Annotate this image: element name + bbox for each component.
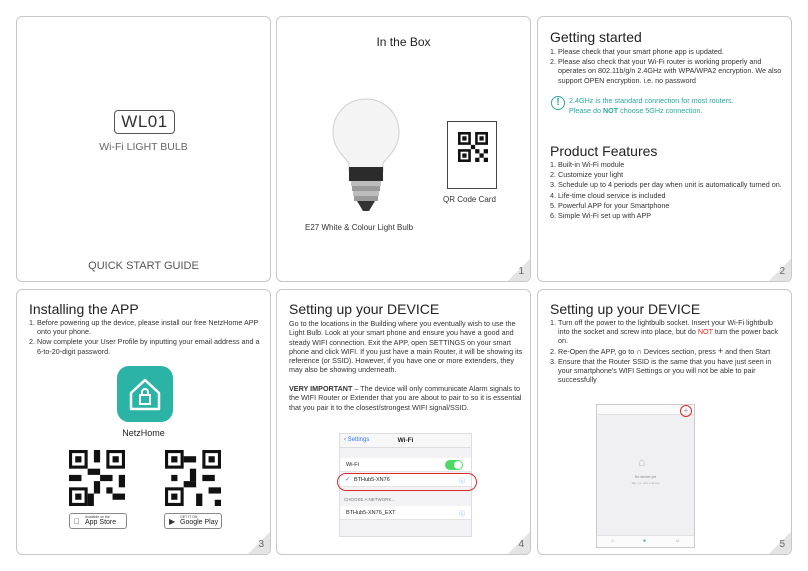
qr-code-card bbox=[447, 121, 497, 189]
alert-text bbox=[569, 96, 784, 115]
list-item: 2. Re-Open the APP, go to ∩ Devices section, press + and then Start bbox=[550, 345, 771, 356]
nav-home-icon[interactable]: ⌂ bbox=[611, 538, 615, 544]
wifi-label: Wi-Fi bbox=[346, 462, 359, 468]
page-number-text: 3 bbox=[258, 539, 264, 550]
installing-app-panel bbox=[16, 289, 271, 555]
setting-device-panel-a bbox=[276, 289, 531, 555]
product-features-list bbox=[550, 160, 785, 221]
page-number bbox=[769, 259, 791, 281]
list-item: 2. Please also check that your Wi-Fi router is working properly and operates on 802.11b/g/n 2.4GHz with WPA/WPA2 encryption. We also support OPEN encryption. i.e. no password bbox=[550, 57, 782, 85]
installing-app-title: Installing the APP bbox=[29, 301, 139, 317]
back-label: Settings bbox=[347, 437, 370, 443]
bottom-nav bbox=[597, 535, 694, 547]
setting-device-title: Setting up your DEVICE bbox=[289, 301, 440, 317]
list-item: 2. Customize your light bbox=[550, 170, 624, 180]
list-item-text: Built-in Wi-Fi module bbox=[558, 160, 625, 169]
warning-emphasis: NOT bbox=[697, 327, 713, 337]
model-badge: WL01 bbox=[114, 110, 175, 134]
google-play-badge[interactable] bbox=[164, 513, 222, 529]
getting-started-title: Getting started bbox=[550, 29, 642, 45]
list-item: 3. Ensure that the Router SSID is the same that you have just seen in your smartphone's WIFI Settings or you will not be able to pair successfully bbox=[550, 356, 772, 385]
add-device-plus-icon[interactable]: + bbox=[680, 405, 692, 417]
list-item: 1. Please check that your smart phone app is updated. bbox=[550, 47, 724, 56]
alert-line bbox=[569, 106, 784, 116]
nav-profile-icon[interactable]: ☺ bbox=[675, 538, 681, 544]
checkmark-icon: ✓ bbox=[345, 477, 351, 483]
badge-big-text: Google Play bbox=[180, 519, 219, 526]
alert-line: 2.4GHz is the standard connection for most routers. bbox=[569, 96, 734, 105]
page-number-text: 1 bbox=[518, 266, 524, 277]
list-item: 1. Turn off the power to the lightbulb socket. Insert your Wi-Fi lightbulb into the socket and screw into place, but do NOT turn the power back on. bbox=[550, 318, 779, 346]
plus-icon: + bbox=[717, 345, 724, 356]
appstore-qr-code-icon bbox=[69, 450, 125, 506]
list-item: 2. Now complete your User Profile by inputting your email address and a 6-to-20-digit password. bbox=[29, 337, 260, 356]
light-bulb-illustration bbox=[331, 97, 401, 215]
cover-panel bbox=[16, 16, 271, 282]
list-item-text: Please check that your smart phone app is updated. bbox=[558, 47, 724, 56]
page-number bbox=[508, 259, 530, 281]
guide-title: QUICK START GUIDE bbox=[88, 260, 199, 272]
installing-app-list bbox=[29, 318, 264, 357]
app-name: NetzHome bbox=[122, 428, 165, 438]
list-item: 1. Built-in Wi-Fi module bbox=[550, 160, 625, 169]
list-item-text: Ensure that the Router SSID is the same that you have just seen in your smartphone's WIFI Settings or you will not be able to pair successfully bbox=[558, 356, 772, 385]
page-number-text: 2 bbox=[779, 266, 785, 277]
alert-icon: ! bbox=[551, 96, 565, 110]
house-icon: ⌂ bbox=[638, 455, 646, 469]
important-paragraph bbox=[289, 384, 525, 412]
info-icon[interactable]: ⓘ bbox=[458, 512, 465, 518]
list-item: 5. Powerful APP for your Smartphone bbox=[550, 200, 670, 210]
alert-text-part: choose 5GHz connection. bbox=[618, 105, 703, 115]
list-item-text: and then Start bbox=[723, 346, 771, 356]
setting-device-list bbox=[550, 318, 786, 385]
setting-device-title: Setting up your DEVICE bbox=[550, 301, 701, 317]
list-item-text: Before powering up the device, please install our free NetzHome APP onto your phone. bbox=[37, 318, 259, 337]
list-item-text: turn the power back on. bbox=[558, 327, 779, 346]
product-subtitle: Wi-Fi LIGHT BULB bbox=[99, 141, 188, 153]
getting-started-panel bbox=[537, 16, 792, 282]
in-the-box-title: In the Box bbox=[376, 35, 431, 49]
list-item: 4. Life-time cloud service is included bbox=[550, 190, 666, 200]
list-item: 6. Simple Wi-Fi set up with APP bbox=[550, 211, 652, 221]
badge-small-text: GET IT ON bbox=[180, 515, 198, 519]
qr-card-label: QR Code Card bbox=[443, 195, 496, 204]
wifi-toggle-row[interactable] bbox=[340, 458, 471, 472]
page-number-text: 5 bbox=[779, 539, 785, 550]
netzhome-app-icon bbox=[117, 366, 173, 422]
network-section-label: CHOOSE A NETWORK... bbox=[344, 497, 396, 502]
setting-device-panel-b bbox=[537, 289, 792, 555]
badge-big-text: App Store bbox=[85, 519, 117, 526]
list-item-text: Now complete your User Profile by inputting your email address and a 6-to-20-digit password. bbox=[37, 337, 260, 356]
list-item-text: Devices section, press bbox=[641, 346, 718, 356]
no-device-text: No device yet bbox=[634, 475, 657, 479]
alert-emphasis: NOT bbox=[602, 105, 619, 115]
list-item-text: Customize your light bbox=[558, 170, 624, 180]
back-link[interactable]: ‹ Settings bbox=[344, 437, 370, 443]
list-item-text: Schedule up to 4 periods per day when unit is automatically turned on. bbox=[558, 180, 782, 190]
wifi-screen-title: Wi-Fi bbox=[397, 437, 414, 444]
list-item: 1. Before powering up the device, please install our free NetzHome APP onto your phone. bbox=[29, 318, 259, 337]
googleplay-qr-code-icon bbox=[165, 450, 221, 506]
important-label: VERY IMPORTANT bbox=[289, 384, 353, 393]
setting-device-paragraph: Go to the locations in the Building where you eventually wish to use the Light Bulb. Look at your smart phone and ensure you have a good and steady WIFI connection. Exit the APP, open SETTINGS on your smart phone and click WIFI. If you just have a main Router, it will be showing its reference (or SSID). However, if you have one or more extenders, they may also be showing underneath. bbox=[289, 319, 523, 375]
list-item-text: Simple Wi-Fi set up with APP bbox=[558, 211, 652, 221]
bulb-label: E27 White & Colour Light Bulb bbox=[305, 223, 414, 232]
list-item-text: Please also check that your Wi-Fi router is working properly and operates on 802.11b/g/n 2.4GHz with WPA/WPA2 encryption. We also support OPEN encryption. i.e. no password bbox=[558, 57, 782, 85]
wifi-toggle[interactable] bbox=[445, 460, 463, 470]
important-text: – The device will only communicate Alarm signals to the WIFI Router or Extender that you are about to pair to so it is essential that you pair it to the closest/strongest WIFI signal/SSID. bbox=[289, 384, 522, 412]
list-item-text: Life-time cloud service is included bbox=[558, 190, 666, 200]
network-name: BTHub5-XN76 bbox=[354, 477, 390, 483]
list-item-text: Re-Open the APP, go to bbox=[558, 346, 637, 356]
page-number bbox=[248, 532, 270, 554]
getting-started-list bbox=[550, 47, 785, 86]
badge-small-text: Available on the bbox=[85, 515, 110, 519]
qr-code-icon bbox=[458, 132, 488, 162]
network-name: BTHub5-XN76_EXT bbox=[346, 510, 396, 516]
house-icon bbox=[117, 366, 173, 422]
in-the-box-panel bbox=[276, 16, 531, 282]
list-item-text: Powerful APP for your Smartphone bbox=[558, 200, 670, 210]
network-row[interactable] bbox=[340, 506, 471, 520]
play-icon: ▶ bbox=[169, 517, 176, 526]
list-item-text: Turn off the power to the lightbulb socket. Insert your Wi-Fi lightbulb into the socket and screw into place, but do bbox=[558, 318, 773, 337]
page-number-text: 4 bbox=[518, 539, 524, 550]
wifi-settings-header bbox=[340, 434, 471, 448]
page-number bbox=[769, 532, 791, 554]
page-number bbox=[508, 532, 530, 554]
product-features-title: Product Features bbox=[550, 143, 658, 159]
apple-icon bbox=[74, 517, 80, 526]
nav-devices-icon[interactable]: ● bbox=[643, 538, 647, 544]
list-item: 3. Schedule up to 4 periods per day when unit is automatically turned on. bbox=[550, 180, 782, 190]
app-screenshot bbox=[596, 404, 695, 548]
info-icon[interactable]: ⓘ bbox=[458, 479, 465, 485]
highlight-circle bbox=[337, 473, 477, 491]
devices-icon: ∩ bbox=[636, 346, 642, 356]
no-device-hint: Tap + to add a device bbox=[631, 481, 660, 485]
alert-text-part: Please do bbox=[569, 105, 603, 115]
app-store-badge[interactable] bbox=[69, 513, 127, 529]
